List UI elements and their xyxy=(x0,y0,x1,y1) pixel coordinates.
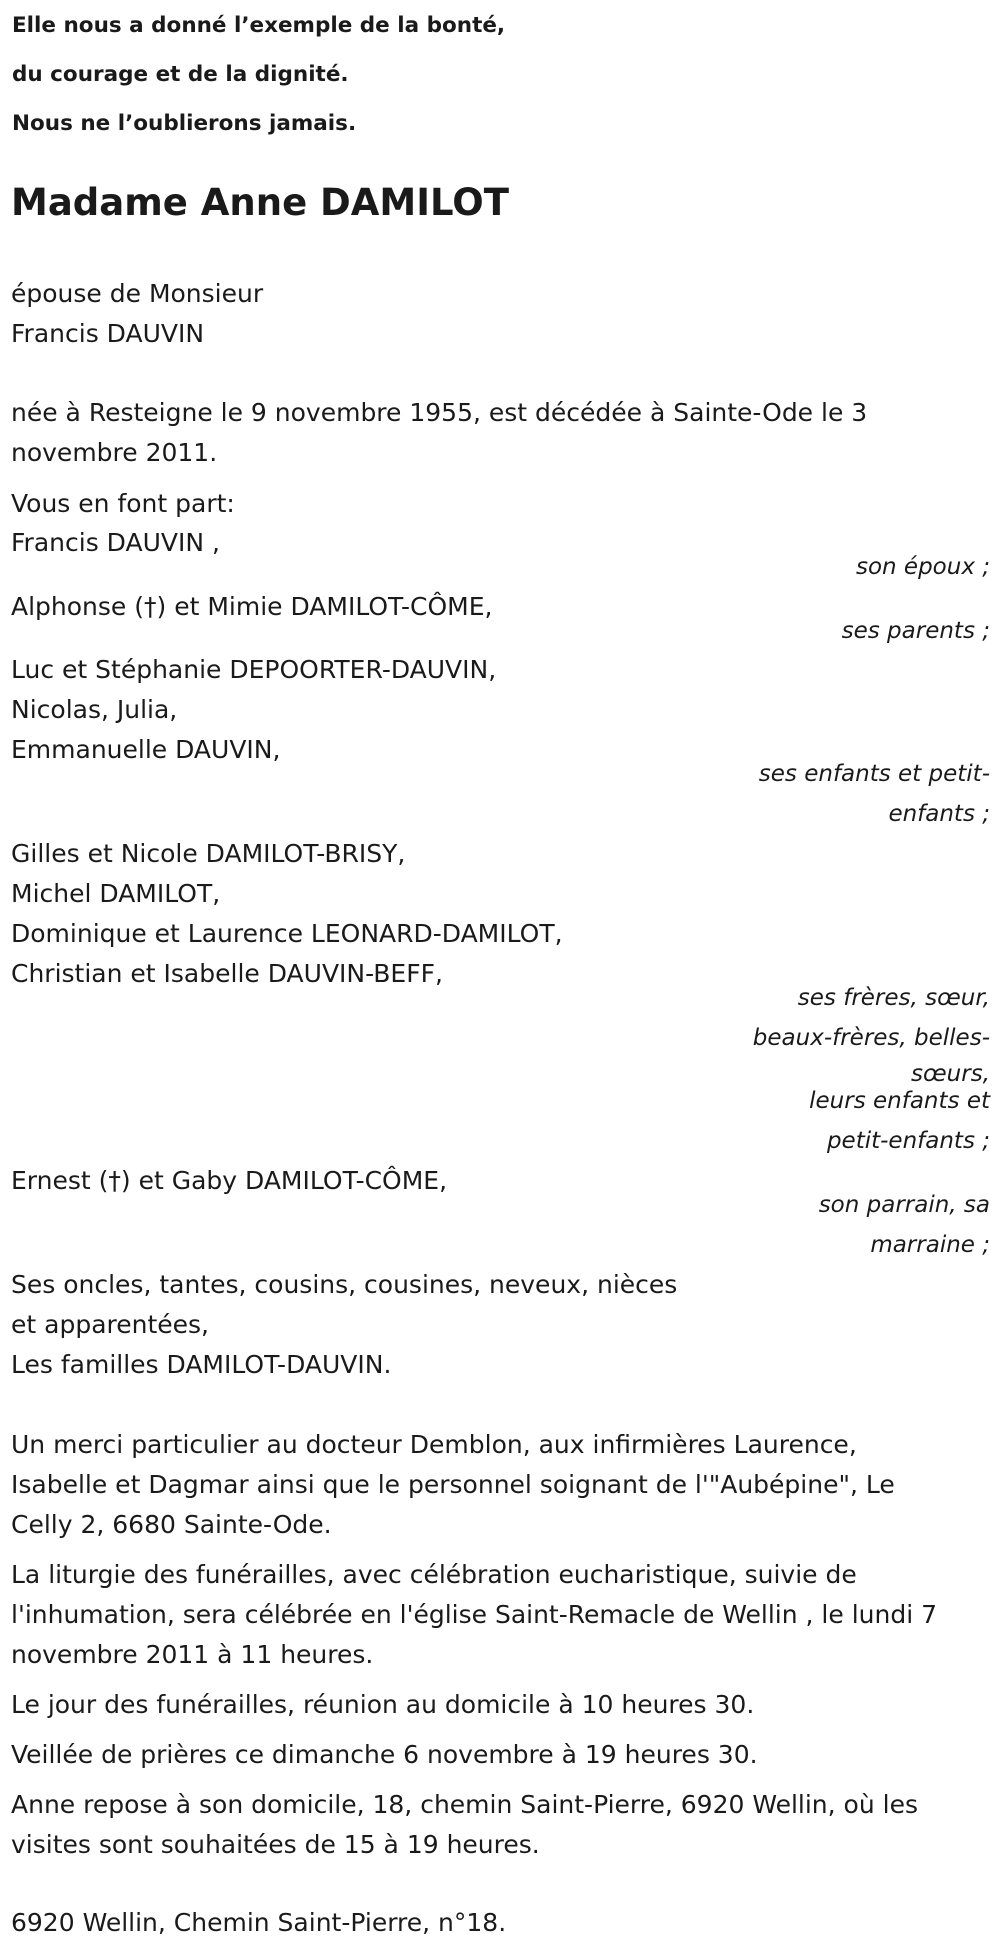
freres-role-5: petit-enfants ; xyxy=(826,1128,990,1154)
birth-line-2: novembre 2011. xyxy=(11,438,218,467)
parrain-name: Ernest (†) et Gaby DAMILOT-CÔME, xyxy=(11,1166,448,1195)
freres-role-2: beaux-frères, belles- xyxy=(752,1025,990,1051)
freres-role-4: leurs enfants et xyxy=(809,1088,990,1114)
enfants-name-2: Nicolas, Julia, xyxy=(11,695,178,724)
freres-name-1: Gilles et Nicole DAMILOT-BRISY, xyxy=(11,839,406,868)
intro-line-1: Elle nous a donné l’exemple de la bonté, xyxy=(12,13,506,38)
birth-line-1: née à Resteigne le 9 novembre 1955, est décédée à Sainte-Ode le 3 xyxy=(11,398,868,427)
freres-name-2: Michel DAMILOT, xyxy=(11,879,221,908)
thanks-line-1: Un merci particulier au docteur Demblon, aux infirmières Laurence, xyxy=(11,1430,857,1459)
veillee-line: Veillée de prières ce dimanche 6 novembre à 19 heures 30. xyxy=(11,1740,758,1769)
repose-line-1: Anne repose à son domicile, 18, chemin Saint-Pierre, 6920 Wellin, où les xyxy=(11,1790,918,1819)
enfants-name-1: Luc et Stéphanie DEPOORTER-DAUVIN, xyxy=(11,655,497,684)
spouse-line-2: Francis DAUVIN xyxy=(11,319,205,348)
thanks-line-2: Isabelle et Dagmar ainsi que le personnel soignant de l'"Aubépine", Le xyxy=(11,1470,895,1499)
liturgy-line-2: l'inhumation, sera célébrée en l'église Saint-Remacle de Wellin , le lundi 7 xyxy=(11,1600,938,1629)
enfants-role-1: ses enfants et petit- xyxy=(758,761,990,787)
liturgy-line-3: novembre 2011 à 11 heures. xyxy=(11,1640,374,1669)
epoux-role: son époux ; xyxy=(855,554,990,580)
repose-line-2: visites sont souhaitées de 15 à 19 heures. xyxy=(11,1830,540,1859)
intro-line-3: Nous ne l’oublierons jamais. xyxy=(12,111,357,136)
parents-role: ses parents ; xyxy=(841,618,990,644)
intro-line-2: du courage et de la dignité. xyxy=(12,62,349,87)
deceased-name-title: Madame Anne DAMILOT xyxy=(11,181,509,224)
others-line-1: Ses oncles, tantes, cousins, cousines, neveux, nièces xyxy=(11,1270,678,1299)
enfants-name-3: Emmanuelle DAUVIN, xyxy=(11,735,281,764)
enfants-role-2: enfants ; xyxy=(888,801,990,827)
freres-name-3: Dominique et Laurence LEONARD-DAMILOT, xyxy=(11,919,563,948)
freres-name-4: Christian et Isabelle DAUVIN-BEFF, xyxy=(11,959,443,988)
parents-name: Alphonse (†) et Mimie DAMILOT-CÔME, xyxy=(11,592,493,621)
freres-role-1: ses frères, sœur, xyxy=(797,985,990,1011)
announce-line: Vous en font part: xyxy=(11,489,235,518)
address-line: 6920 Wellin, Chemin Saint-Pierre, n°18. xyxy=(11,1908,507,1937)
others-line-2: et apparentées, xyxy=(11,1310,209,1339)
parrain-role-1: son parrain, sa xyxy=(818,1192,990,1218)
thanks-line-3: Celly 2, 6680 Sainte-Ode. xyxy=(11,1510,332,1539)
spouse-line-1: épouse de Monsieur xyxy=(11,279,264,308)
others-line-3: Les familles DAMILOT-DAUVIN. xyxy=(11,1350,392,1379)
freres-role-3: sœurs, xyxy=(911,1061,990,1087)
liturgy-line-1: La liturgie des funérailles, avec célébration eucharistique, suivie de xyxy=(11,1560,857,1589)
epoux-name: Francis DAUVIN , xyxy=(11,528,220,557)
parrain-role-2: marraine ; xyxy=(870,1232,990,1258)
reunion-line: Le jour des funérailles, réunion au domicile à 10 heures 30. xyxy=(11,1690,755,1719)
